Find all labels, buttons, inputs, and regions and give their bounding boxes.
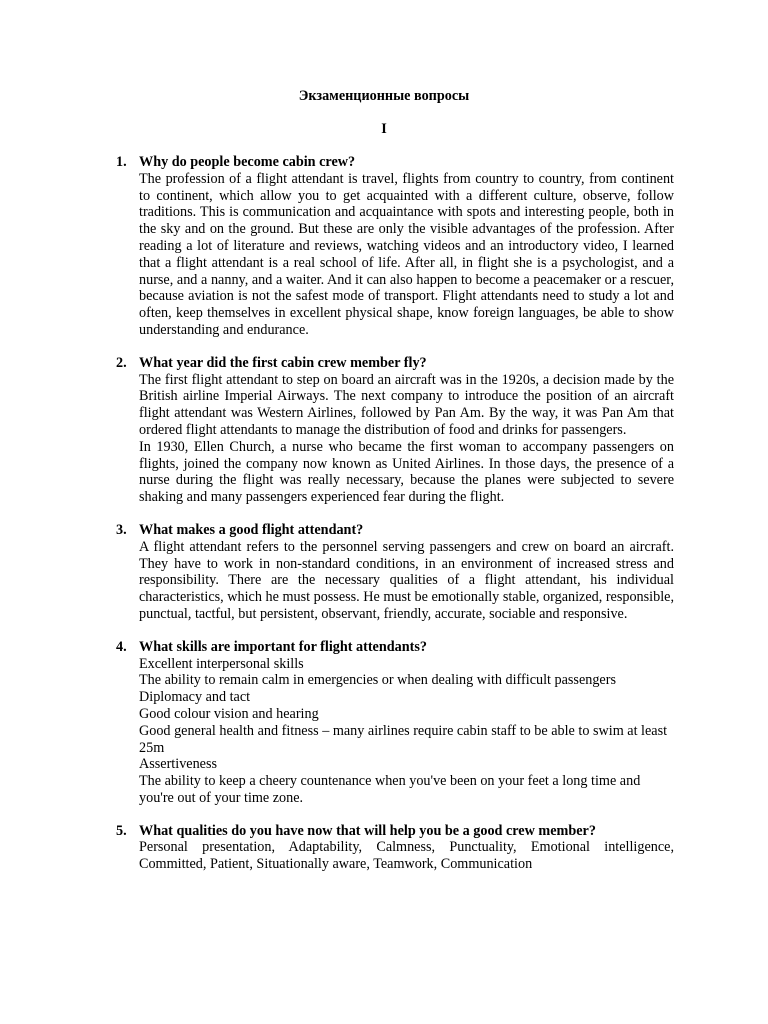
answer-paragraph: Personal presentation, Adaptability, Calmness, Punctuality, Emotional intelligence, Committed, Patient, Situationally aware, Teamwork, Communication <box>139 839 674 873</box>
question-item <box>0 639 768 807</box>
answer-paragraph: The profession of a flight attendant is travel, flights from country to country, from continent to continent, which allow you to get acquainted with a different culture, observe, follow traditions. This is communication and acquaintance with spots and interesting people, both in the sky and on the ground. But these are only the visible advantages of the profession. After reading a lot of literature and reviews, watching videos and an introductory video, I learned that a flight attendant is a real school of life. After all, in flight she is a psychologist, and a nurse, and a nanny, and a waiter. And it can also happen to become a peacemaker or a rescuer, because aviation is not the safest mode of transport. Flight attendants need to study a lot and often, keep themselves in excellent physical shape, know foreign languages, be able to show understanding and endurance. <box>139 170 674 338</box>
question-list <box>0 154 768 889</box>
question-body <box>139 639 674 807</box>
skill-line: The ability to keep a cheery countenance when you've been on your feet a long time and you're out of your time zone. <box>139 773 641 806</box>
question-number: 1. <box>116 154 127 170</box>
section-numeral: I <box>381 121 387 137</box>
question-title: What year did the first cabin crew member fly? <box>139 354 427 371</box>
skill-line: The ability to remain calm in emergencies or when dealing with difficult passengers <box>139 672 616 689</box>
answer-paragraph: In 1930, Ellen Church, a nurse who became the first woman to accompany passengers on flights, joined the company now known as United Airlines. In those days, the presence of a nurse during the flight was really necessary, because the planes were subjected to severe shaking and many passengers experienced fear during the flight. <box>139 438 674 506</box>
question-item <box>0 522 768 623</box>
question-title: What skills are important for flight attendants? <box>139 638 427 655</box>
question-body <box>139 154 674 339</box>
document-title: Экзаменционные вопросы <box>298 88 470 104</box>
skill-line: Good general health and fitness – many airlines require cabin staff to be able to swim at least 25m <box>139 722 668 756</box>
question-body <box>139 823 674 873</box>
question-item <box>0 355 768 506</box>
question-item <box>0 823 768 873</box>
question-number: 3. <box>116 521 127 538</box>
skill-line: Good colour vision and hearing <box>139 705 319 722</box>
skill-line: Diplomacy and tact <box>139 689 251 706</box>
question-number: 4. <box>116 638 127 655</box>
question-number: 5. <box>116 822 127 839</box>
answer-paragraph: The first flight attendant to step on board an aircraft was in the 1920s, a decision made by the British airline Imperial Airways. The next company to introduce the position of an aircraft flight attendant was Western Airlines, followed by Pan Am. By the way, it was Pan Am that ordered flight attendants to manage the distribution of food and drinks for passengers. <box>139 371 674 438</box>
skill-line: Excellent interpersonal skills <box>139 655 304 672</box>
question-item <box>0 154 768 339</box>
question-body <box>139 355 674 506</box>
answer-paragraph: A flight attendant refers to the personnel serving passengers and crew on board an aircraft. They have to work in non-standard conditions, in an environment of increased stress and responsibility. There are the necessary qualities of a flight attendant, his individual characteristics, which he must possess. He must be emotionally stable, organized, responsible, punctual, tactful, but persistent, observant, friendly, accurate, sociable and responsive. <box>139 538 674 622</box>
question-title: Why do people become cabin crew? <box>139 154 356 170</box>
question-title: What makes a good flight attendant? <box>139 521 364 538</box>
skill-line: Assertiveness <box>139 756 218 773</box>
question-body <box>139 522 674 623</box>
question-title: What qualities do you have now that will help you be a good crew member? <box>139 822 596 839</box>
question-number: 2. <box>116 354 127 371</box>
